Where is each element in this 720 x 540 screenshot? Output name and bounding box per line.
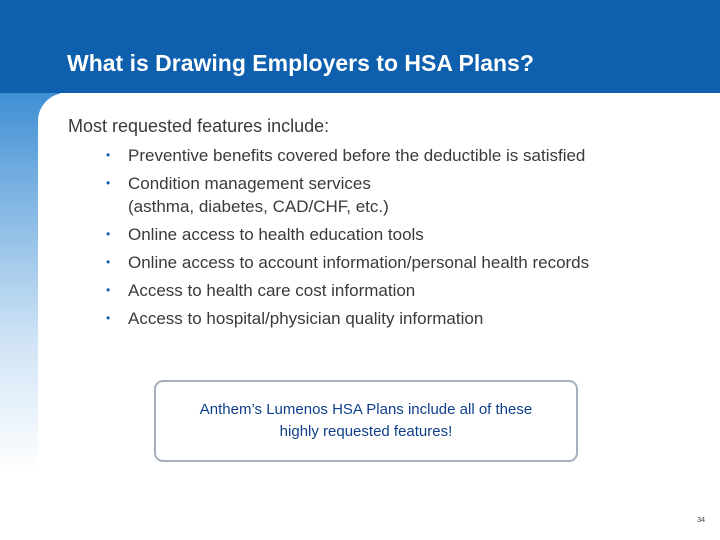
feature-text: Online access to health education tools [128, 225, 424, 244]
bullet-icon: • [106, 148, 111, 162]
feature-list [106, 144, 589, 335]
feature-text: Preventive benefits covered before the deductible is satisfied [128, 146, 586, 165]
list-item [106, 172, 589, 218]
feature-text: Online access to account information/personal health records [128, 253, 590, 272]
callout-text: Anthem’s Lumenos HSA Plans include all of these highly requested features! [199, 401, 533, 440]
list-item [106, 223, 589, 246]
bullet-icon: • [106, 283, 111, 297]
bullet-icon: • [106, 255, 111, 269]
bullet-icon: • [106, 176, 111, 190]
feature-text: Condition management services [128, 174, 371, 193]
list-item [106, 251, 589, 274]
slide-title: What is Drawing Employers to HSA Plans? [67, 50, 534, 76]
bullet-icon: • [106, 311, 111, 325]
intro-text: Most requested features include: [68, 116, 330, 136]
page-number: 34 [697, 517, 705, 524]
list-item [106, 307, 589, 330]
callout-box [154, 380, 578, 462]
feature-text: Access to health care cost information [128, 281, 416, 300]
feature-subtext: (asthma, diabetes, CAD/CHF, etc.) [128, 197, 389, 216]
bullet-icon: • [106, 227, 111, 241]
list-item [106, 279, 589, 302]
feature-text: Access to hospital/physician quality information [128, 309, 484, 328]
list-item [106, 144, 589, 167]
